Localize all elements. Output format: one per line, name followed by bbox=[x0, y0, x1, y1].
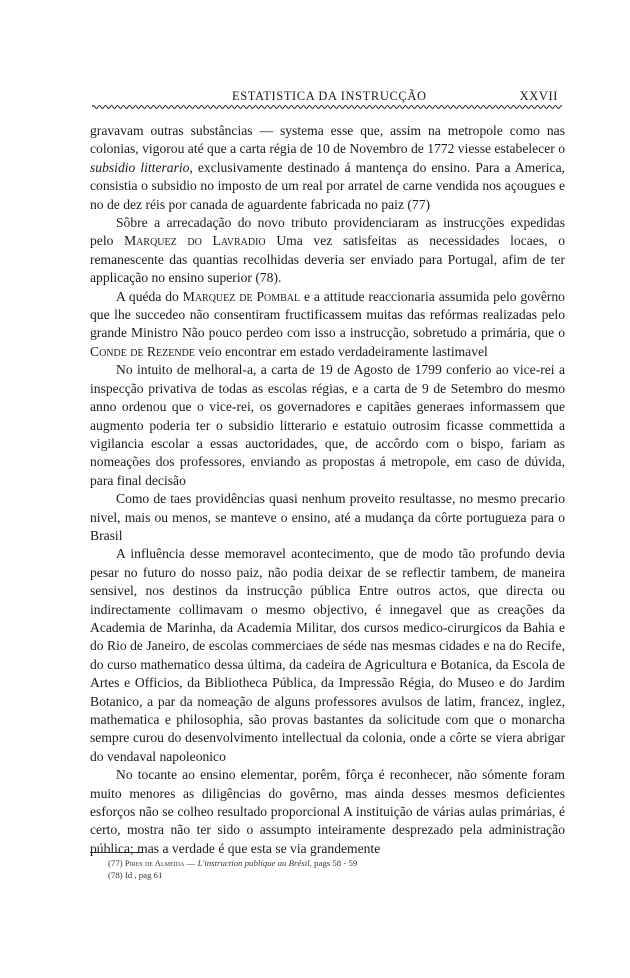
paragraph-4: No intuito de melhoral-a, a carta de 19 de Agosto de 1799 conferio ao vice-rei a inspecção privativa de todas as escolas régias, e a carta de 9 de Setembro do mesmo anno ordenou que o vice-rei, os governadores e capitães generaes informassem que augmento poderia ter o subsidio litterario e estatuio outrosim ficasse commettida a vigilancia escolar a essas auctoridades, que, de accôrdo com o bispo, fariam as nomeações dos professores, enviando as propostas á metropole, em caso de dúvida, para final decisão bbox=[90, 362, 565, 488]
paragraph-6: A influência desse memoravel acontecimento, que de modo tão profundo devia pesar no futuro do nosso paiz, não podia deixar de se reflectir tambem, de maneira sensivel, nos destinos da instrucção pública Entre outros actos, que directa ou indirectamente collimavam o mesmo objectivo, é innegavel que as creações da Academia de Marinha, da Academia Militar, dos cursos medico-cirurgicos da Bahia e do Rio de Janeiro, de escolas commerciaes de séde nas mesmas cidades e na do Recife, do curso mathematico dessa última, da cadeira de Agricultura e Botanica, da Escola de Artes e Officios, da Bibliotheca Pública, da Impressão Régia, do Museo e do Jardim Botanico, a par da nomeação de alguns professores avulsos de latim, francez, inglez, mathematica e philosophia, são provas bastantes da solicitude com que o monarcha sempre curou do desenvolvimento intellectual da colonia, onde a côrte se viera abrigar do vendaval napoleonico bbox=[90, 546, 565, 764]
paragraph-1: gravavam outras substâncias — systema esse que, assim na metropole como nas colonias, vigorou até que a carta régia de 10 de Novembro de 1772 viesse estabelecer o subsidio litterario, exclusivamente destinado á mantença do ensino. Para a America, consistia o subsidio no imposto de um real por arratel de carne vendida nos açougues e no de dez réis por canada de aguardente fabricada no paiz (77) bbox=[90, 123, 566, 212]
page-body bbox=[90, 122, 565, 858]
page-number: XXVII bbox=[519, 89, 558, 103]
person-name: Marquez do Lavradio bbox=[124, 233, 266, 249]
footnote-77: (77) Pires de Almeida — L'instruction publique au Brésil, pags 58 - 59 bbox=[108, 858, 358, 868]
footnote-78: (78) Id , pag 61 bbox=[108, 869, 163, 880]
paragraph-5: Como de taes providências quasi nenhum proveito resultasse, no mesmo precario nivel, mais ou menos, se manteve o ensino, até a mudança da côrte portugueza para o Brasil bbox=[90, 491, 565, 543]
paragraph-3: A quéda do Marquez de Pombal e a attitude reaccionaria assumida pelo govêrno que lhe succedeo não consentiram fructificassem muitas das refórmas realizadas pelo grande Ministro Não pouco perdeo com isso a instrucção, sobretudo a primária, que o Conde de Rezende veio encontrar em estado verdadeiramente lastimavel bbox=[90, 288, 565, 359]
paragraph-2: Sôbre a arrecadação do novo tributo providenciaram as instrucções expedidas pelo Marquez do Lavradio Uma vez satisfeitas as necessidades locaes, o remanescente das quantias recolhidas deveria ser enviado para Portugal, afim de ter applicação no ensino superior (78). bbox=[90, 215, 565, 286]
footnotes bbox=[108, 858, 528, 881]
footnote-rule bbox=[90, 852, 142, 853]
running-title: ESTATISTICA DA INSTRUCÇÃO bbox=[232, 89, 427, 103]
italic-term: subsidio litterario bbox=[90, 159, 190, 175]
paragraph-7: No tocante ao ensino elementar, porêm, fôrça é reconhecer, não sómente foram muito menores as diligências do govêrno, mas ainda desses mesmos deficientes esforços não se colheo resultado proporcional A instituição de várias aulas primárias, é certo, mostra não ter sido o assumpto inteiramente desprezado pela administração pública; mas a verdade é que esta se via grandemente bbox=[90, 767, 565, 856]
person-name: Marquez de Pombal bbox=[182, 288, 301, 304]
wavy-header-rule bbox=[92, 103, 562, 111]
person-name: Conde de Rezende bbox=[90, 343, 195, 359]
